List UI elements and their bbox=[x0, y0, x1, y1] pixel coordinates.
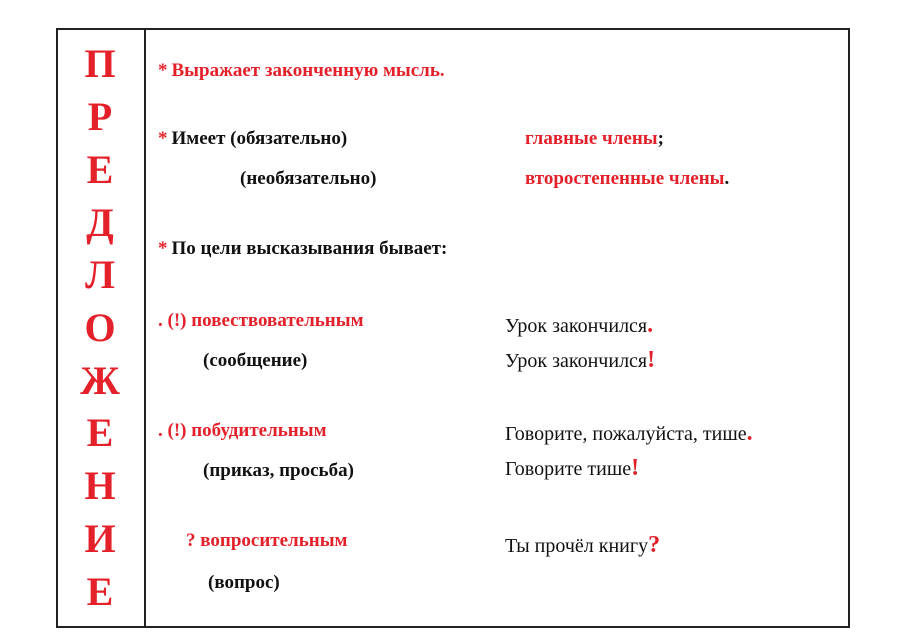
title-letter: И bbox=[84, 515, 116, 561]
example-text: Урок закончился bbox=[505, 315, 648, 337]
statement-has-members bbox=[158, 128, 347, 150]
example-text: Ты прочёл книгу bbox=[505, 535, 649, 557]
type-name: повествовательным bbox=[191, 310, 364, 331]
statement-label: Имеет (обязательно) bbox=[171, 128, 348, 149]
type-name: вопросительным bbox=[200, 530, 348, 551]
example-text: Урок закончился bbox=[505, 350, 648, 372]
title-letter: Ж bbox=[80, 357, 120, 403]
type-interrogative bbox=[186, 530, 347, 552]
example-sentence bbox=[505, 455, 639, 482]
main-members-text: главные члены bbox=[525, 128, 658, 149]
example-text: Говорите, пожалуйста, тише bbox=[505, 423, 747, 445]
example-punctuation: . bbox=[746, 420, 753, 446]
main-members bbox=[525, 128, 664, 150]
type-note: (приказ, просьба) bbox=[203, 460, 354, 481]
example-punctuation: ! bbox=[647, 347, 656, 373]
type-imperative bbox=[158, 420, 327, 442]
title-letter: Е bbox=[86, 410, 114, 456]
statement-text: Выражает законченную мысль. bbox=[171, 60, 445, 81]
example-sentence bbox=[505, 312, 653, 339]
vertical-title bbox=[56, 28, 144, 628]
example-punctuation: . bbox=[647, 312, 654, 338]
type-marker: . (!) bbox=[158, 310, 187, 331]
example-text: Говорите тише bbox=[505, 458, 632, 480]
statement-complete-thought bbox=[158, 60, 445, 82]
example-sentence bbox=[505, 347, 655, 374]
period: . bbox=[724, 168, 730, 189]
statement-text: По цели высказывания бывает: bbox=[171, 238, 448, 259]
title-letter: Д bbox=[86, 199, 114, 245]
title-letter: П bbox=[84, 41, 116, 87]
type-note: (вопрос) bbox=[208, 572, 280, 593]
semicolon: ; bbox=[657, 128, 664, 149]
example-sentence bbox=[505, 532, 660, 559]
title-letter: Л bbox=[85, 252, 115, 298]
type-marker: ? bbox=[186, 530, 196, 551]
optional-label: (необязательно) bbox=[240, 168, 377, 189]
type-name: побудительным bbox=[191, 420, 327, 441]
type-note: (сообщение) bbox=[203, 350, 308, 371]
title-letter: Н bbox=[84, 463, 116, 509]
type-marker: . (!) bbox=[158, 420, 187, 441]
bullet-asterisk: * bbox=[158, 60, 168, 81]
title-letter: Р bbox=[87, 94, 113, 140]
example-sentence bbox=[505, 420, 753, 447]
bullet-asterisk: * bbox=[158, 238, 168, 259]
column-divider bbox=[144, 28, 146, 628]
bullet-asterisk: * bbox=[158, 128, 168, 149]
example-punctuation: ! bbox=[631, 455, 640, 481]
type-narrative bbox=[158, 310, 364, 332]
title-letter: Е bbox=[86, 568, 114, 614]
example-punctuation: ? bbox=[648, 532, 661, 558]
statement-purpose bbox=[158, 238, 447, 260]
secondary-members bbox=[525, 168, 729, 190]
title-letter: Е bbox=[86, 146, 114, 192]
title-letter: О bbox=[84, 304, 116, 350]
secondary-members-text: второстепенные члены bbox=[525, 168, 725, 189]
